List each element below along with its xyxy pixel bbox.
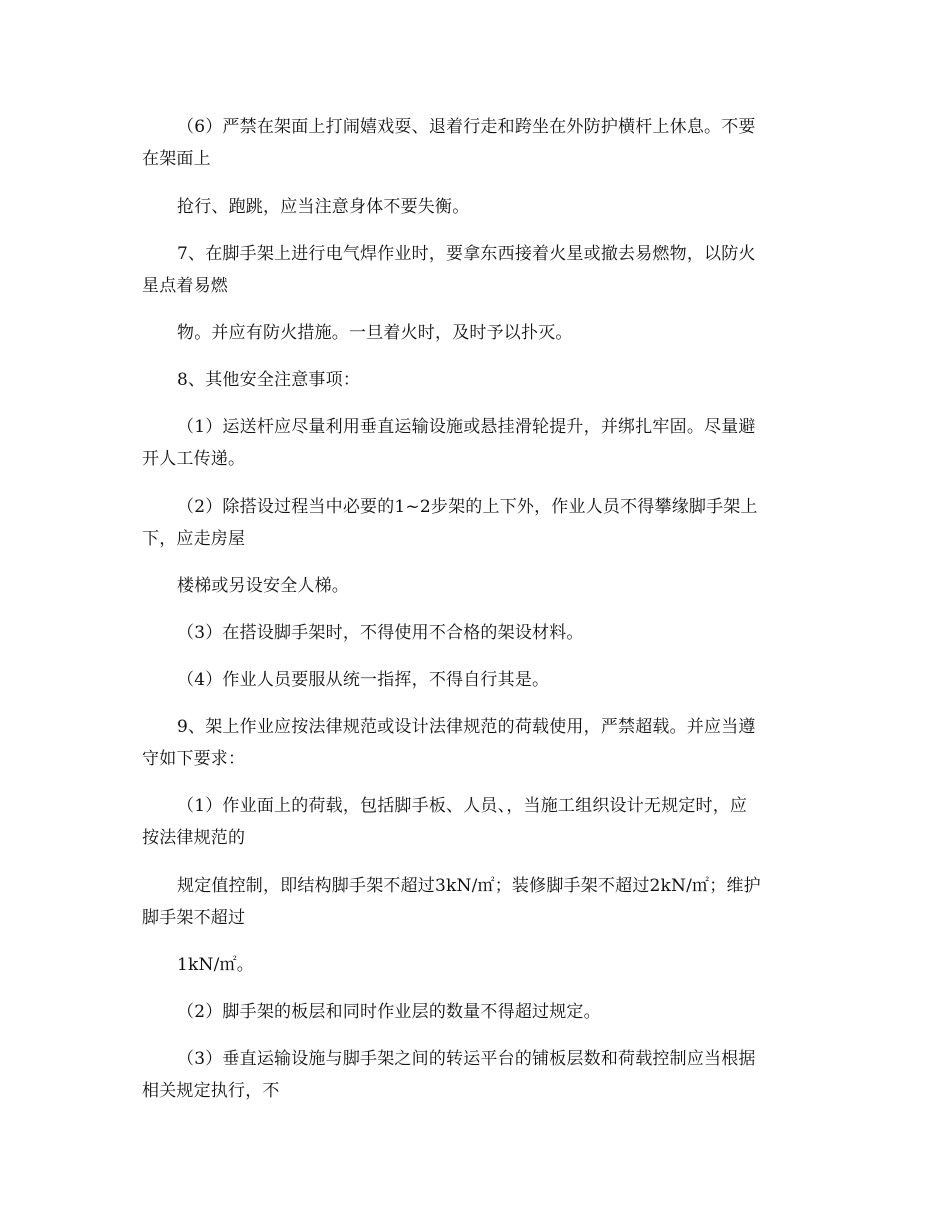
paragraph-line: 脚手架不超过 bbox=[142, 908, 246, 928]
paragraph-line: 按法律规范的 bbox=[142, 828, 246, 848]
paragraph-line: 在架面上 bbox=[142, 149, 211, 169]
paragraph-line: 8、其他安全注意事项： bbox=[177, 370, 361, 390]
paragraph-line: 下，应走房屋 bbox=[142, 529, 246, 549]
paragraph-line: （2）除搭设过程当中必要的1~2步架的上下外，作业人员不得攀缘脚手架上 bbox=[177, 497, 758, 517]
paragraph-line: 物。并应有防火措施。一旦着火时，及时予以扑灭。 bbox=[177, 323, 573, 343]
paragraph-line: 开人工传递。 bbox=[142, 449, 246, 469]
paragraph-line: （3）在搭设脚手架时，不得使用不合格的架设材料。 bbox=[177, 623, 584, 643]
paragraph-line: （2）脚手架的板层和同时作业层的数量不得超过规定。 bbox=[177, 1002, 601, 1022]
paragraph-line: 9、架上作业应按法律规范或设计法律规范的荷载使用，严禁超载。并应当遵 bbox=[177, 717, 756, 737]
paragraph-line: 抢行、跑跳，应当注意身体不要失衡。 bbox=[177, 197, 470, 217]
paragraph-line: （1）作业面上的荷载，包括脚手板、人员、，当施工组织设计无规定时，应 bbox=[177, 796, 748, 816]
paragraph-line: （6）严禁在架面上打闹嬉戏耍、退着行走和跨坐在外防护横杆上休息。不要 bbox=[177, 117, 756, 137]
paragraph-line: 规定值控制，即结构脚手架不超过3kN/㎡；装修脚手架不超过2kN/㎡；维护 bbox=[177, 876, 761, 896]
paragraph-line: 楼梯或另设安全人梯。 bbox=[177, 576, 349, 596]
paragraph-line: （1）运送杆应尽量利用垂直运输设施或悬挂滑轮提升，并绑扎牢固。尽量避 bbox=[177, 417, 756, 437]
paragraph-line: 7、在脚手架上进行电气焊作业时，要拿东西接着火星或撤去易燃物，以防火 bbox=[177, 244, 756, 264]
paragraph-line: 相关规定执行，不 bbox=[142, 1081, 280, 1101]
paragraph-line: （3）垂直运输设施与脚手架之间的转运平台的铺板层数和荷载控制应当根据 bbox=[177, 1049, 756, 1069]
paragraph-line: 星点着易燃 bbox=[142, 276, 228, 296]
paragraph-line: （4）作业人员要服从统一指挥，不得自行其是。 bbox=[177, 670, 550, 690]
paragraph-line: 守如下要求： bbox=[142, 749, 246, 769]
paragraph-line: 1kN/㎡。 bbox=[177, 955, 254, 975]
